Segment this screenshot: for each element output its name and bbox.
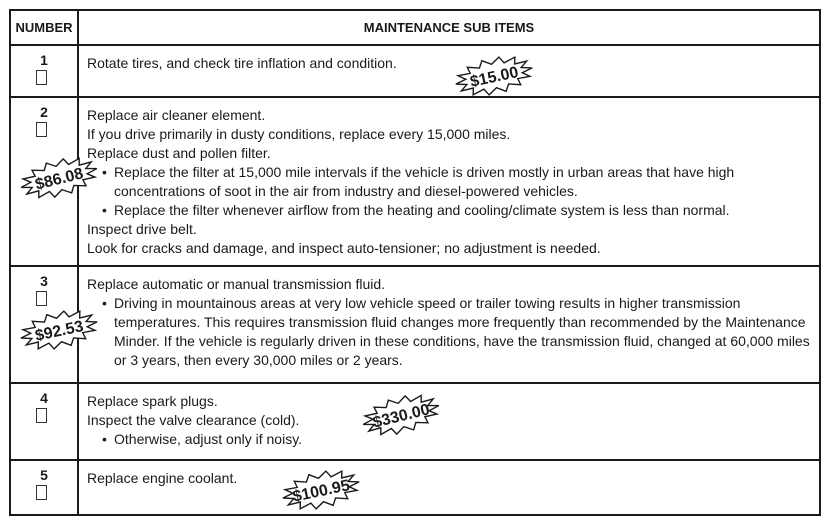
table-row [11,267,819,384]
item-line: If you drive primarily in dusty conditions, replace every 15,000 miles. [87,126,511,142]
price-text: $92.53 [33,318,86,345]
item-line: Look for cracks and damage, and inspect auto-tensioner; no adjustment is needed. [87,240,601,256]
table-row [11,384,819,461]
number-cell [11,46,79,96]
checkbox-icon[interactable] [36,122,47,137]
bullet-item [87,163,813,201]
table-row [11,461,819,516]
sub-items-cell [87,469,813,488]
item-line: Replace dust and pollen filter. [87,145,271,161]
row-number: 3 [40,273,48,289]
table-header [11,11,819,46]
table-row [11,98,819,267]
checkbox-icon[interactable] [36,70,47,85]
bullet-text: Replace the filter at 15,000 mile intervals if the vehicle is driven mostly in urban areas that have high concentrations of soot in the air from industry and diesel-powered vehicles. [114,164,735,199]
sub-items-cell [87,54,813,73]
bullet-item [87,201,813,220]
bullet-icon: • [102,431,107,447]
maintenance-table [9,9,821,516]
sub-items-cell [87,392,813,449]
bullet-icon: • [102,202,107,218]
number-column-header: NUMBER [11,11,79,44]
item-line: Replace automatic or manual transmission fluid. [87,276,386,292]
item-line: Replace spark plugs. [87,393,218,409]
bullet-item [87,294,813,370]
item-line: Replace engine coolant. [87,470,238,486]
checkbox-icon[interactable] [36,291,47,306]
checkbox-icon[interactable] [36,408,47,423]
bullet-text: Otherwise, adjust only if noisy. [114,431,303,447]
item-line: Inspect drive belt. [87,221,197,237]
items-column-header: MAINTENANCE SUB ITEMS [363,20,535,35]
item-line: Rotate tires, and check tire inflation and condition. [87,55,397,71]
price-text: $100.95 [291,477,352,506]
bullet-text: Replace the filter whenever airflow from the heating and cooling/climate system is less than normal. [114,202,730,218]
bullet-item [87,430,813,449]
row-number: 4 [40,390,48,406]
bullet-icon: • [102,295,107,311]
number-cell [11,461,79,516]
table-row [11,46,819,98]
item-line: Replace air cleaner element. [87,107,266,123]
number-cell [11,384,79,459]
price-text: $15.00 [468,64,521,91]
row-number: 1 [40,52,48,68]
price-text: $86.08 [33,165,86,194]
sub-items-cell [87,106,813,258]
bullet-icon: • [102,164,107,180]
sub-items-cell [87,275,813,370]
bullet-text: Driving in mountainous areas at very low vehicle speed or trailer towing results in higher transmission temperatures. This requires transmission fluid changes more frequently than recommended by the Maintenance Minder. If the vehicle is regularly driven in these conditions, have the transmission fluid, changed at 60,000 miles or 3 years, then every 30,000 miles or 2 years. [114,295,810,368]
checkbox-icon[interactable] [36,485,47,500]
price-text: $330.00 [371,401,432,432]
item-line: Inspect the valve clearance (cold). [87,412,300,428]
row-number: 5 [40,467,48,483]
row-number: 2 [40,104,48,120]
